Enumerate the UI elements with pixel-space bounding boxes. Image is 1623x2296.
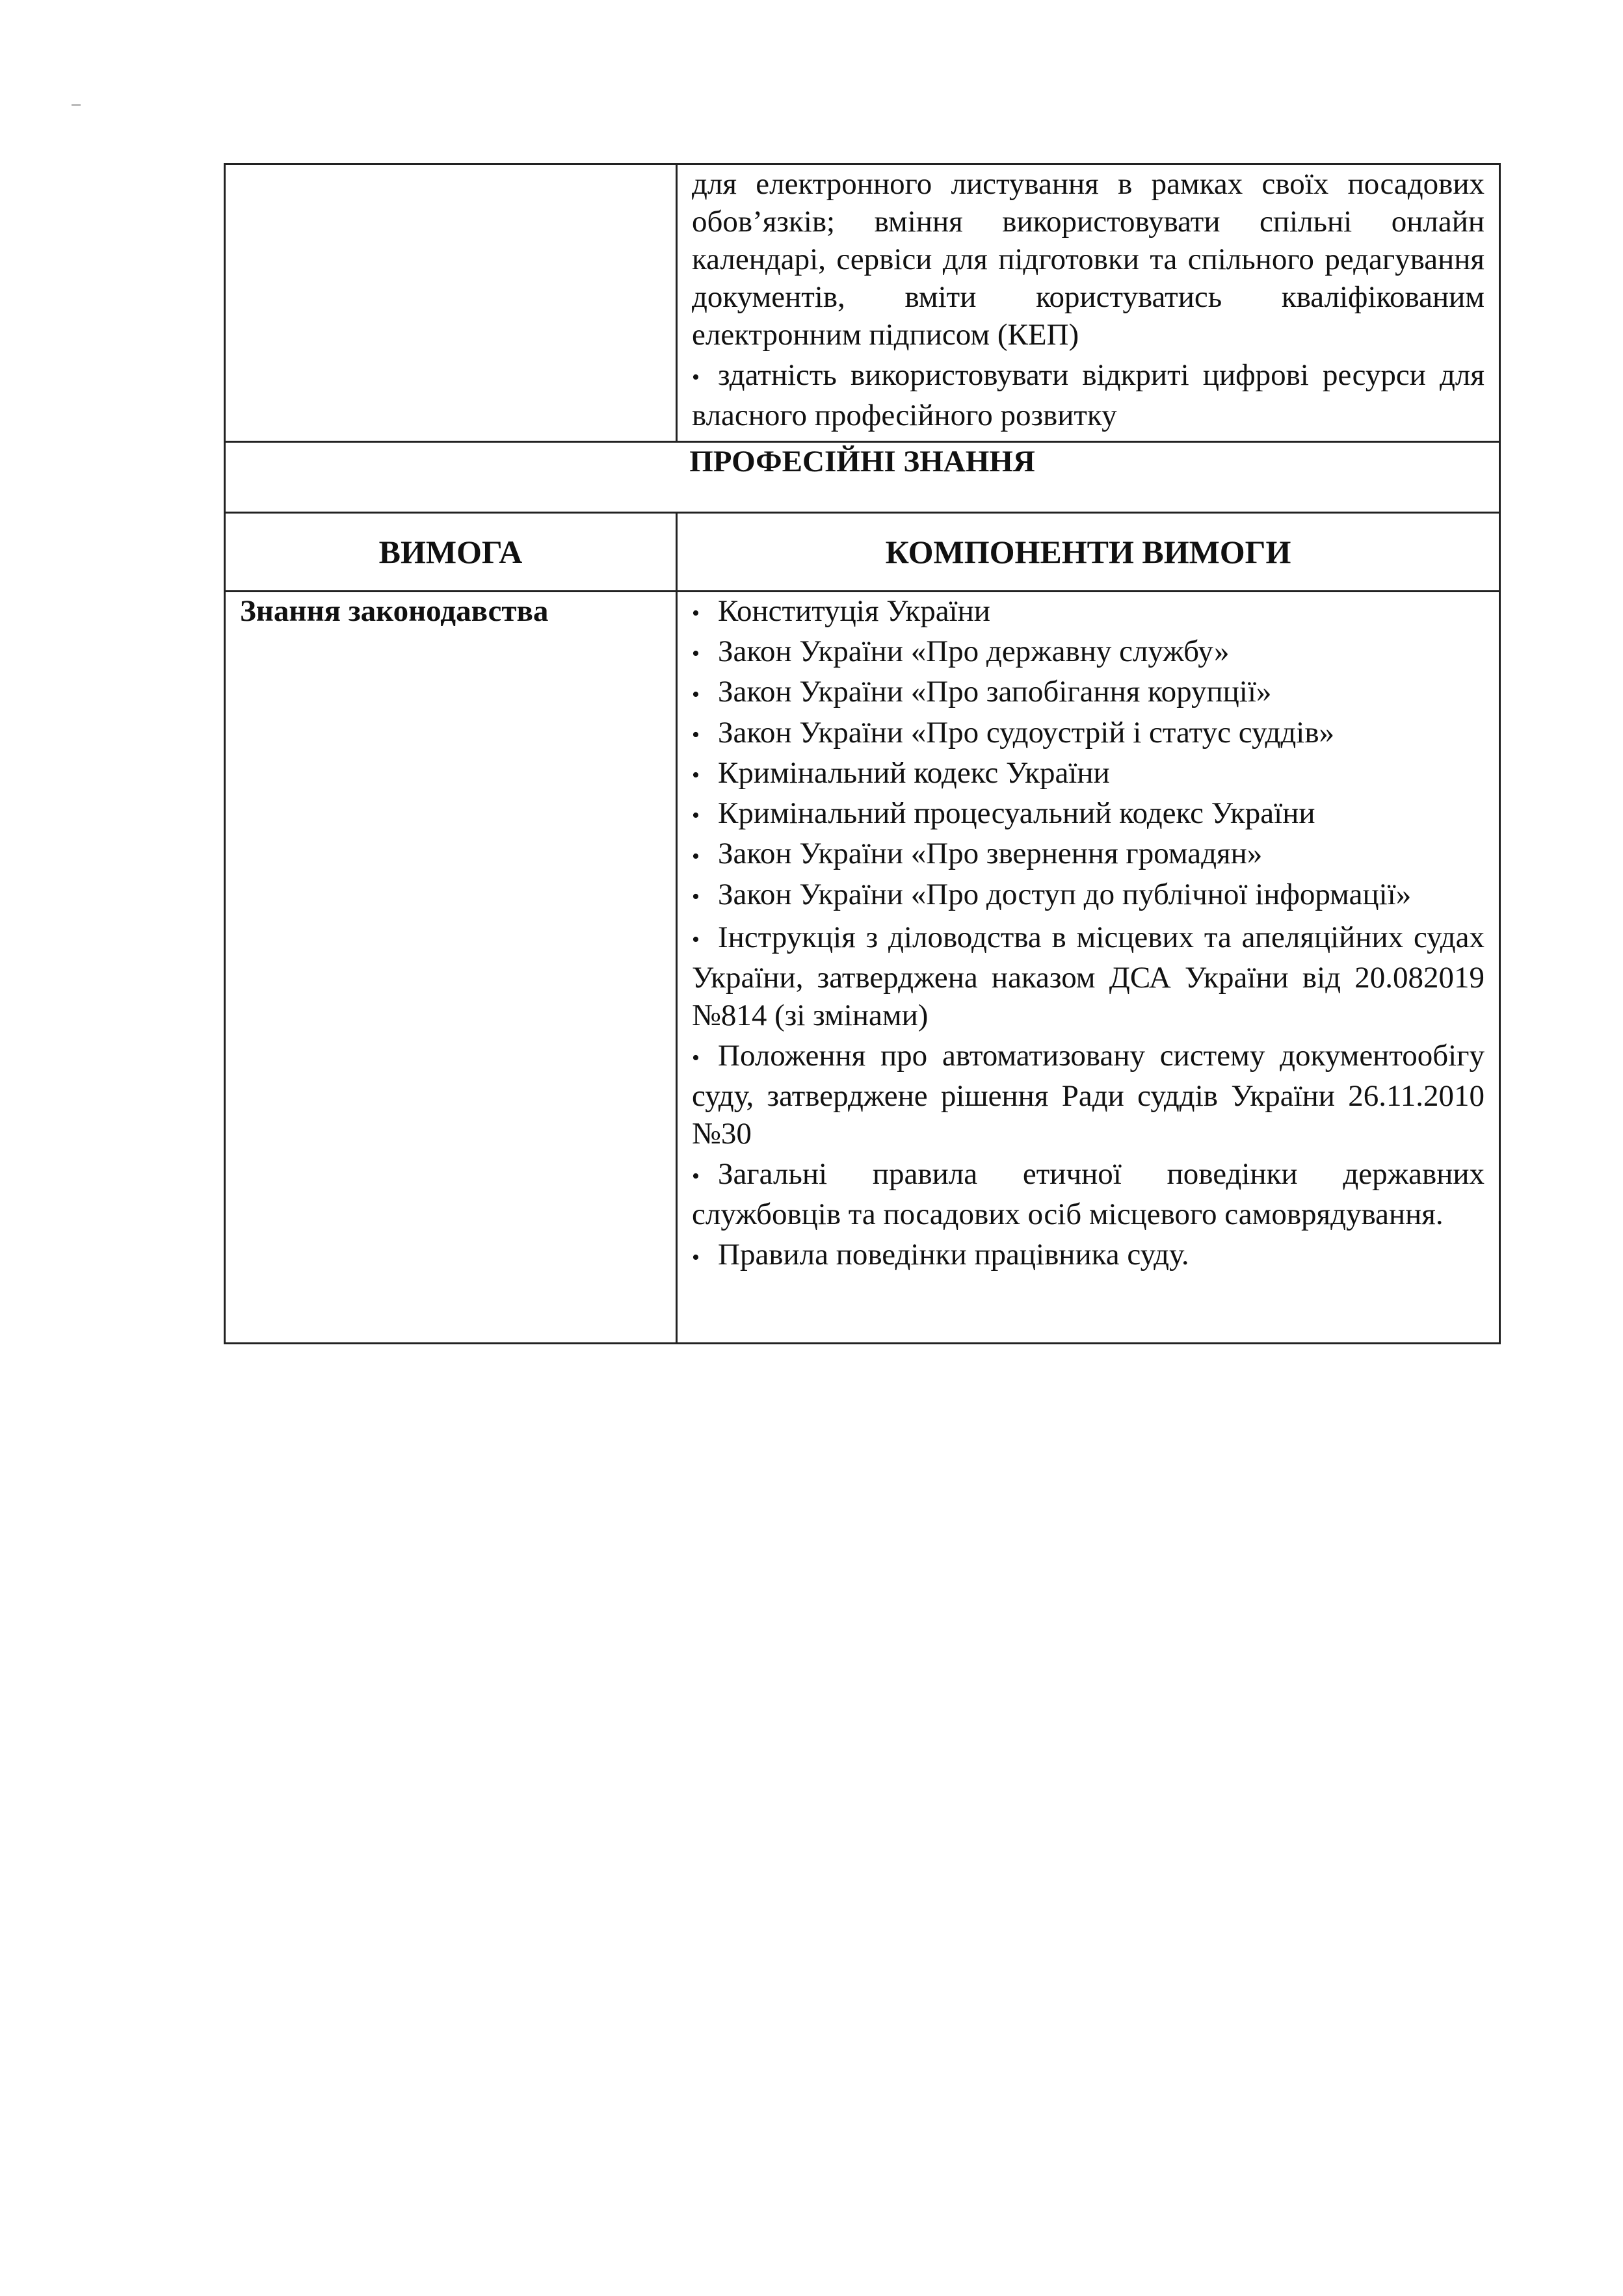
bullet-icon: •	[692, 682, 700, 707]
bullet-icon: •	[692, 844, 700, 868]
list-item-text: Закон України «Про звернення громадян»	[718, 837, 1263, 871]
list-item-text: Правила поведінки працівника суду.	[718, 1238, 1189, 1272]
empty-cell	[225, 164, 677, 442]
list-item	[692, 919, 1484, 1034]
list-item	[692, 673, 1484, 713]
list-item-text: Закон України «Про доступ до публічної інформації»	[718, 877, 1412, 911]
list-item	[692, 1236, 1484, 1276]
bullet-icon: •	[692, 1046, 700, 1071]
continuation-cell	[677, 164, 1500, 442]
list-item-text: Положення про автоматизовану систему документообігу суду, затверджене рішення Ради суддів України 26.11.2010 №30	[692, 1038, 1484, 1151]
requirement-cell: Знання законодавства	[225, 592, 677, 1344]
bullet-icon: •	[692, 1164, 700, 1189]
requirements-table	[224, 163, 1501, 1344]
bullet-icon: •	[692, 365, 700, 390]
section-title: ПРОФЕСІЙНІ ЗНАННЯ	[225, 442, 1500, 513]
section-row	[225, 442, 1500, 513]
list-item	[692, 794, 1484, 835]
bullet-icon: •	[692, 601, 700, 626]
scan-speck	[72, 104, 81, 106]
list-item	[692, 835, 1484, 875]
header-requirement: ВИМОГА	[225, 513, 677, 592]
bullet-icon: •	[692, 803, 700, 828]
list-item-text: Закон України «Про державну службу»	[718, 634, 1230, 669]
list-item	[692, 754, 1484, 794]
list-item-text: Кримінальний кодекс України	[718, 755, 1110, 790]
components-cell	[677, 592, 1500, 1344]
list-item-text: Інструкція з діловодства в місцевих та апеляційних судах України, затверджена наказом ДСА України від 20.082019 №814 (зі змінами)	[692, 920, 1484, 1032]
table-row	[225, 592, 1500, 1344]
bullet-icon: •	[692, 884, 700, 909]
continuation-paragraph: для електронного листування в рамках своїх посадових обов’язків; вміння використовувати спільні онлайн календарі, сервіси для підготовки та спільного редагування документів, вміти користуватись кваліфікованим електронним підписом (КЕП)	[692, 167, 1484, 352]
header-row	[225, 513, 1500, 592]
header-components: КОМПОНЕНТИ ВИМОГИ	[677, 513, 1500, 592]
bullet-text: здатність використовувати відкриті цифрові ресурси для власного професійного розвитку	[692, 358, 1484, 433]
list-item	[692, 633, 1484, 673]
list-item-text: Закон України «Про судоустрій і статус суддів»	[718, 715, 1335, 750]
bullet-icon: •	[692, 927, 700, 952]
bullet-icon: •	[692, 722, 700, 747]
list-item-text: Конституція України	[718, 594, 990, 628]
bullet-icon: •	[692, 642, 700, 666]
continuation-bullet-item	[692, 356, 1484, 434]
bullet-icon: •	[692, 1245, 700, 1270]
list-item-text: Закон України «Про запобігання корупції»	[718, 675, 1272, 709]
components-list	[692, 592, 1484, 1277]
list-item-text: Кримінальний процесуальний кодекс України	[718, 796, 1315, 831]
list-item	[692, 1155, 1484, 1233]
continuation-row	[225, 164, 1500, 442]
list-item	[692, 1037, 1484, 1153]
list-item	[692, 592, 1484, 633]
list-item-text: Загальні правила етичної поведінки державних службовців та посадових осіб місцевого самоврядування.	[692, 1157, 1484, 1232]
bullet-icon: •	[692, 763, 700, 788]
list-item	[692, 714, 1484, 754]
list-item	[692, 876, 1484, 916]
